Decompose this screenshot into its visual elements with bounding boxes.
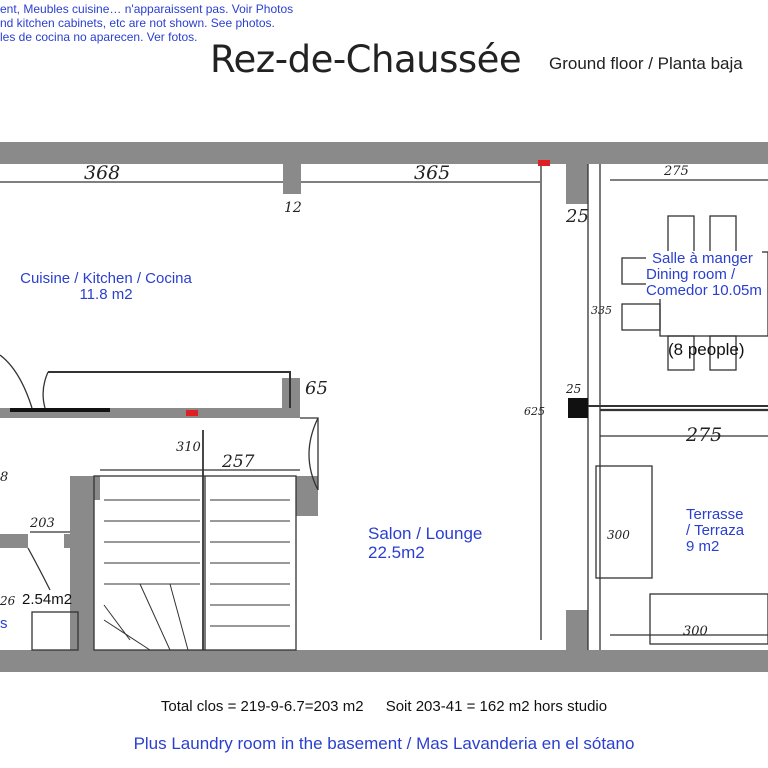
terrace-label — [686, 507, 744, 555]
note-line-1: ent, Meubles cuisine… n'apparaissent pas. Voir Photos — [0, 2, 294, 16]
dividing-wall-lower — [566, 610, 588, 650]
kitchen-name: Cuisine / Kitchen / Cocina — [20, 270, 192, 287]
dim-300: 300 — [607, 528, 630, 542]
column-block — [568, 398, 588, 418]
dim-365: 365 — [414, 162, 451, 184]
kitchen-area: 11.8 m2 — [79, 286, 133, 303]
small-room-area: 2.54m2 — [22, 591, 73, 608]
wall-stub-12 — [283, 164, 301, 194]
stair-wall-top — [70, 476, 100, 500]
dining-label — [646, 251, 762, 299]
dim-310: 310 — [176, 440, 201, 455]
red-mark-top — [538, 160, 550, 166]
dim-8: 8 — [0, 470, 9, 485]
page-title: Rez-de-Chaussée — [210, 38, 522, 81]
small-room-wall — [0, 534, 28, 548]
dining-line-3: Comedor 10.05m — [646, 282, 762, 299]
dining-line-1: Salle à manger — [652, 250, 753, 267]
dim-300-bottom: 300 — [683, 624, 708, 639]
terrace-line-2: / Terraza — [686, 522, 745, 539]
red-mark-mid — [186, 410, 198, 416]
totals-line — [0, 698, 768, 715]
dim-25-mid: 25 — [566, 382, 582, 396]
total-clos: Total clos = 219-9-6.7=203 m2 — [160, 698, 364, 715]
dim-625: 625 — [524, 405, 545, 418]
dining-capacity: (8 people) — [668, 340, 745, 359]
total-soit: Soit 203-41 = 162 m2 hors studio — [385, 698, 608, 715]
dim-275-top: 275 — [664, 164, 689, 179]
dim-65: 65 — [305, 378, 328, 399]
dim-12: 12 — [284, 200, 302, 216]
dim-26: 26 — [0, 594, 16, 608]
lounge-name: Salon / Lounge — [368, 524, 483, 543]
thin-lines — [0, 164, 768, 650]
stair-wall-left — [70, 476, 94, 650]
kitchen-label — [14, 271, 198, 303]
dim-25-top: 25 — [566, 206, 589, 227]
terrace-area: 9 m2 — [686, 538, 720, 555]
top-wall — [0, 142, 768, 164]
bottom-wall — [0, 650, 768, 672]
page-subtitle: Ground floor / Planta baja — [549, 54, 743, 73]
small-room-wall-2 — [64, 534, 94, 548]
dim-368: 368 — [84, 162, 121, 184]
dining-line-2: Dining room / — [646, 266, 736, 283]
dim-335: 335 — [591, 304, 612, 317]
note-line-3: les de cocina no aparecen. Ver fotos. — [0, 30, 198, 44]
lounge-label — [368, 524, 482, 562]
dim-257: 257 — [222, 452, 255, 472]
small-room-edge-char: s — [0, 615, 8, 632]
lounge-area: 22.5m2 — [368, 543, 425, 562]
terrace-line-1: Terrasse — [686, 506, 744, 523]
dim-275: 275 — [686, 424, 723, 446]
dividing-wall — [566, 164, 588, 204]
dim-203: 203 — [30, 516, 55, 531]
note-line-2: nd kitchen cabinets, etc are not shown. See photos. — [0, 16, 275, 30]
laundry-note: Plus Laundry room in the basement / Mas Lavanderia en el sótano — [133, 734, 635, 753]
